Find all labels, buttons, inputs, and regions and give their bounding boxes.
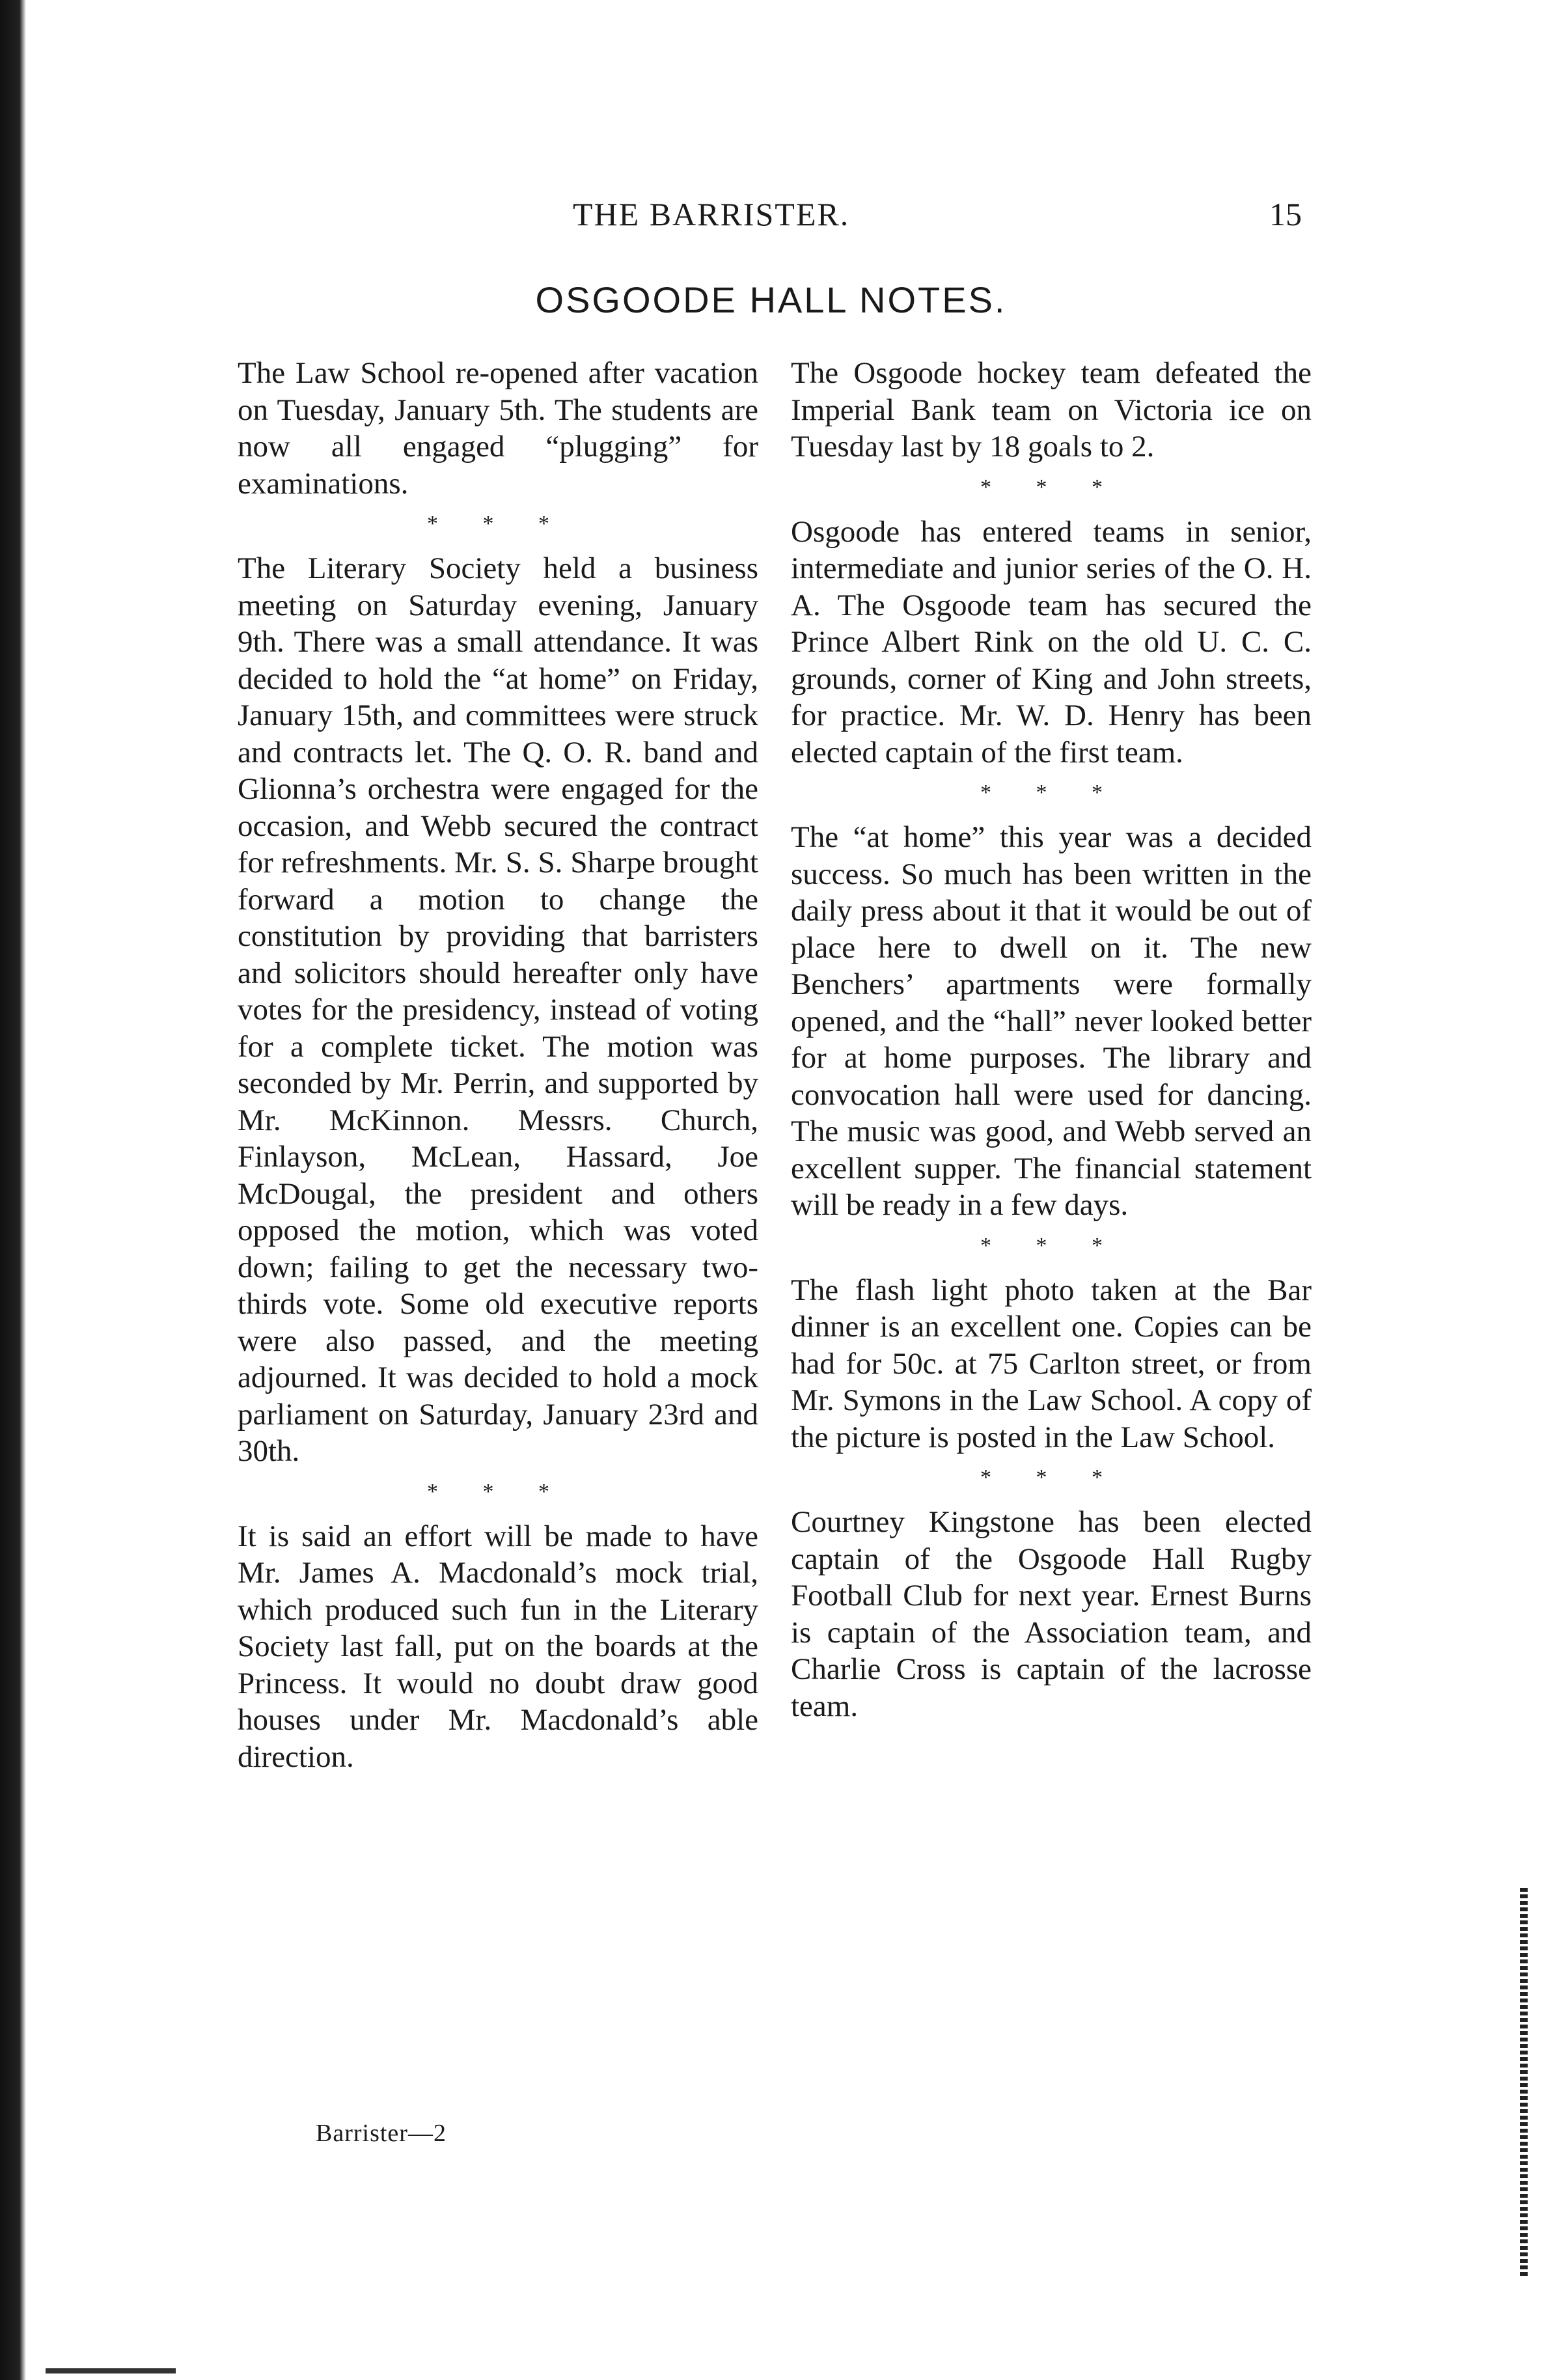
paragraph-flash-light-photo: The flash light photo taken at the Bar dinner is an excellent one. Copies can be had for 50c. at 75 Carlton street, or from Mr. Symons in the Law School. A copy of the picture is posted in the Law School. [791,1273,1312,1454]
separator: * * * [980,1465,1122,1489]
section-title: OSGOODE HALL NOTES. [535,279,1007,320]
separator: * * * [980,1233,1122,1258]
page-number: 15 [1269,196,1302,232]
separator: * * * [427,512,569,536]
running-title: THE BARRISTER. [573,196,850,232]
paragraph-hockey-teams: Osgoode has entered teams in senior, intermediate and junior series of the O. H. A. The Osgoode team has secured the Prince Albert Rink on the old U. C. C. grounds, corner of King and John streets, for practice. Mr. W. D. Henry has been elected captain of the first team. [791,514,1312,769]
separator: * * * [980,781,1122,805]
paragraph-literary-society-meeting: The Literary Society held a business meeting on Saturday evening, January 9th. There was a small attendance. It was decided to hold the “at home” on Friday, January 15th, and committees were struck and contracts let. The Q. O. R. band and Glionna’s orchestra were engaged for the occasion, and Webb secured the contract for refreshments. Mr. S. S. Sharpe brought forward a motion to change the constitution by providing that barristers and solicitors should hereafter only have votes for the presidency, instead of voting for a complete ticket. The motion was seconded by Mr. Perrin, and supported by Mr. McKinnon. Messrs. Church, Finlayson, McLean, Hassard, Joe McDougal, the president and others opposed the motion, which was voted down; failing to get the necessary two-thirds vote. Some old executive reports were also passed, and the meeting adjourned. It was decided to hold a mock parliament on Saturday, January 23rd and 30th. [238,551,758,1468]
signature-mark: Barrister—2 [316,2120,447,2147]
running-head [0,195,1542,247]
scan-edge-bottom [46,2368,176,2373]
separator: * * * [427,1479,569,1504]
right-column [791,355,1312,1724]
left-column [238,355,758,1775]
scan-edge-left [0,0,26,2380]
scan-edge-right [1520,1888,1528,2278]
paragraph-law-school-reopened: The Law School re-opened after vacation on Tuesday, January 5th. The students are now all engaged “plugging” for examinations. [238,356,758,501]
paragraph-at-home: The “at home” this year was a decided success. So much has been written in the daily press about it that it would be out of place here to dwell on it. The new Benchers’ apartments were formally opened, and the “hall” never looked better for at home purposes. The library and convocation hall were used for dancing. The music was good, and Webb served an excellent supper. The financial statement will be ready in a few days. [791,820,1312,1222]
paragraph-hockey-result: The Osgoode hockey team defeated the Imperial Bank team on Victoria ice on Tuesday last by 18 goals to 2. [791,356,1312,464]
paragraph-rugby-captain: Courtney Kingstone has been elected captain of the Osgoode Hall Rugby Football Club for next year. Ernest Burns is captain of the Association team, and Charlie Cross is captain of the lacrosse team. [791,1505,1312,1723]
paragraph-mock-trial: It is said an effort will be made to have Mr. James A. Macdonald’s mock trial, which produced such fun in the Literary Society last fall, put on the boards at the Princess. It would no doubt draw good houses under Mr. Macdonald’s able direction. [238,1519,758,1774]
separator: * * * [980,475,1122,499]
